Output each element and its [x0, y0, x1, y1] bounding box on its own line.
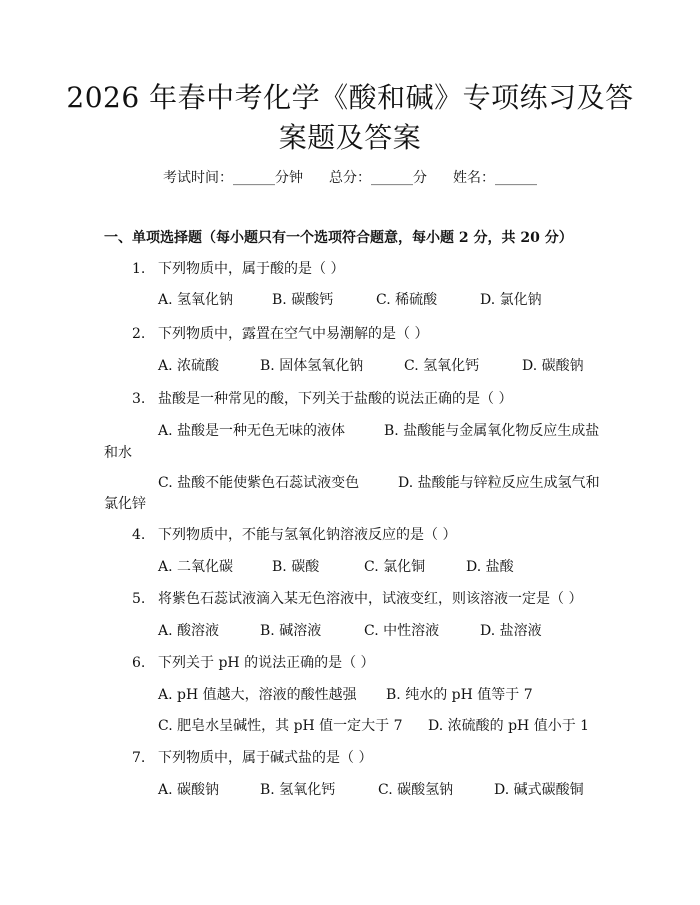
question-number: 4. — [132, 527, 146, 543]
option: A. pH 值越大，溶液的酸性越强 — [158, 687, 357, 703]
question-stem — [132, 748, 372, 768]
option: D. 碱式碳酸铜 — [494, 782, 584, 798]
exam-name: 姓名：______ — [453, 170, 537, 186]
question-text: 下列关于 pH 的说法正确的是（ ） — [158, 655, 375, 671]
question-text: 下列物质中，属于碱式盐的是（ ） — [158, 750, 373, 766]
question-text: 将紫色石蕊试液滴入某无色溶液中，试液变红，则该溶液一定是（ ） — [158, 591, 583, 607]
option: A. 二氧化碳 — [158, 559, 234, 575]
title-line-2: 案题及答案 — [278, 121, 422, 154]
option: B. 碱溶液 — [260, 623, 322, 639]
question-stem — [132, 259, 344, 279]
question-text: 下列物质中，不能与氢氧化钠溶液反应的是（ ） — [158, 527, 457, 543]
question-stem — [132, 589, 582, 609]
question-number: 3. — [132, 391, 146, 407]
option: D. 盐酸能与锌粒反应生成氢气和 — [398, 475, 600, 491]
title-line-1: 2026 年春中考化学《酸和碱》专项练习及答 — [66, 81, 634, 114]
option: C. 氯化铜 — [364, 559, 426, 575]
option: B. 固体氢氧化钠 — [260, 358, 364, 374]
question-text: 下列物质中，属于酸的是（ ） — [158, 261, 345, 277]
option: D. 浓硫酸的 pH 值小于 1 — [428, 718, 590, 734]
question-text: 下列物质中，露置在空气中易潮解的是（ ） — [158, 326, 429, 342]
question-stem — [132, 525, 456, 545]
option: C. 稀硫酸 — [376, 292, 438, 308]
option: A. 盐酸是一种无色无味的液体 — [158, 423, 346, 439]
option: D. 盐溶液 — [480, 623, 542, 639]
option: A. 酸溶液 — [158, 623, 220, 639]
option: C. 盐酸不能使紫色石蕊试液变色 — [158, 475, 360, 491]
option: C. 中性溶液 — [364, 623, 440, 639]
question-number: 5. — [132, 591, 146, 607]
option: A. 浓硫酸 — [158, 358, 220, 374]
option: A. 碳酸钠 — [158, 782, 220, 798]
question-stem — [132, 389, 512, 409]
question-stem — [132, 324, 428, 344]
option: B. 氢氧化钙 — [260, 782, 336, 798]
question-number: 1. — [132, 261, 146, 277]
option: C. 碳酸氢钠 — [378, 782, 454, 798]
question-number: 2. — [132, 326, 146, 342]
option: D. 碳酸钠 — [522, 358, 584, 374]
exam-meta — [0, 168, 700, 188]
option: D. 盐酸 — [466, 559, 514, 575]
question-number: 6. — [132, 655, 146, 671]
option: B. 碳酸钙 — [272, 292, 334, 308]
exam-time: 考试时间：______分钟 — [163, 170, 303, 186]
option: B. 盐酸能与金属氧化物反应生成盐 — [384, 423, 600, 439]
option: A. 氢氧化钠 — [158, 292, 234, 308]
exam-score: 总分：______分 — [329, 170, 427, 186]
option-wrap: 氯化锌 — [104, 496, 146, 512]
question-stem — [132, 653, 375, 673]
option: C. 肥皂水呈碱性，其 pH 值一定大于 7 — [158, 718, 403, 734]
option: C. 氢氧化钙 — [404, 358, 480, 374]
section-heading: 一、单项选择题（每小题只有一个选项符合题意，每小题 2 分，共 20 分） — [104, 230, 573, 246]
document-title — [60, 78, 640, 158]
option: B. 纯水的 pH 值等于 7 — [386, 687, 533, 703]
option-wrap: 和水 — [104, 445, 132, 461]
option: D. 氯化钠 — [480, 292, 542, 308]
option: B. 碳酸 — [272, 559, 320, 575]
question-number: 7. — [132, 750, 146, 766]
question-text: 盐酸是一种常见的酸，下列关于盐酸的说法正确的是（ ） — [158, 391, 513, 407]
